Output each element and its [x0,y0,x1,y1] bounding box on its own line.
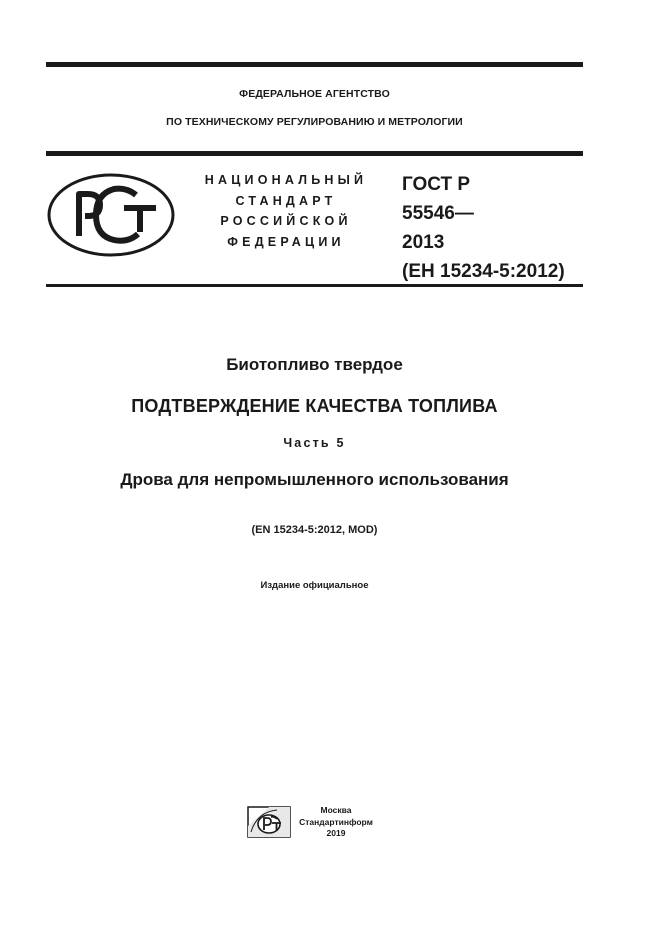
designation-line-1: ГОСТ Р [402,174,471,195]
publication-year: 2019 [326,828,346,838]
document-subtitle: Биотопливо твердое [226,355,403,374]
middle-rule [46,151,583,156]
publisher-name: Стандартинформ [299,816,373,827]
publisher-city: Москва [320,805,352,815]
publisher-imprint [296,805,376,840]
document-part-name: Дрова для непромышленного использования [120,470,509,489]
standard-type [198,170,374,252]
document-title: ПОДТВЕРЖДЕНИЕ КАЧЕСТВА ТОПЛИВА [131,396,498,416]
en-reference: (EN 15234-5:2012, MOD) [251,524,378,536]
designation-line-3: 2013 [402,232,445,253]
bottom-rule [46,284,583,287]
gost-r-emblem-icon [46,172,176,258]
standard-type-line-3: РОССИЙСКОЙ [220,214,352,228]
standartinform-logo-icon [247,806,291,838]
designation-line-2: 55546— [402,203,474,224]
document-part: Часть 5 [283,436,346,450]
standard-type-line-4: ФЕДЕРАЦИИ [227,234,345,249]
designation-line-4: (ЕН 15234-5:2012) [402,261,565,282]
standard-type-line-2: СТАНДАРТ [235,193,337,208]
edition-note: Издание официальное [260,580,369,591]
standard-type-line-1: НАЦИОНАЛЬНЫЙ [204,173,368,187]
agency-line-2: ПО ТЕХНИЧЕСКОМУ РЕГУЛИРОВАНИЮ И МЕТРОЛОГИИ [166,116,463,128]
top-rule [46,62,583,67]
agency-line-1: ФЕДЕРАЛЬНОЕ АГЕНТСТВО [239,88,390,100]
standard-designation [402,170,565,286]
